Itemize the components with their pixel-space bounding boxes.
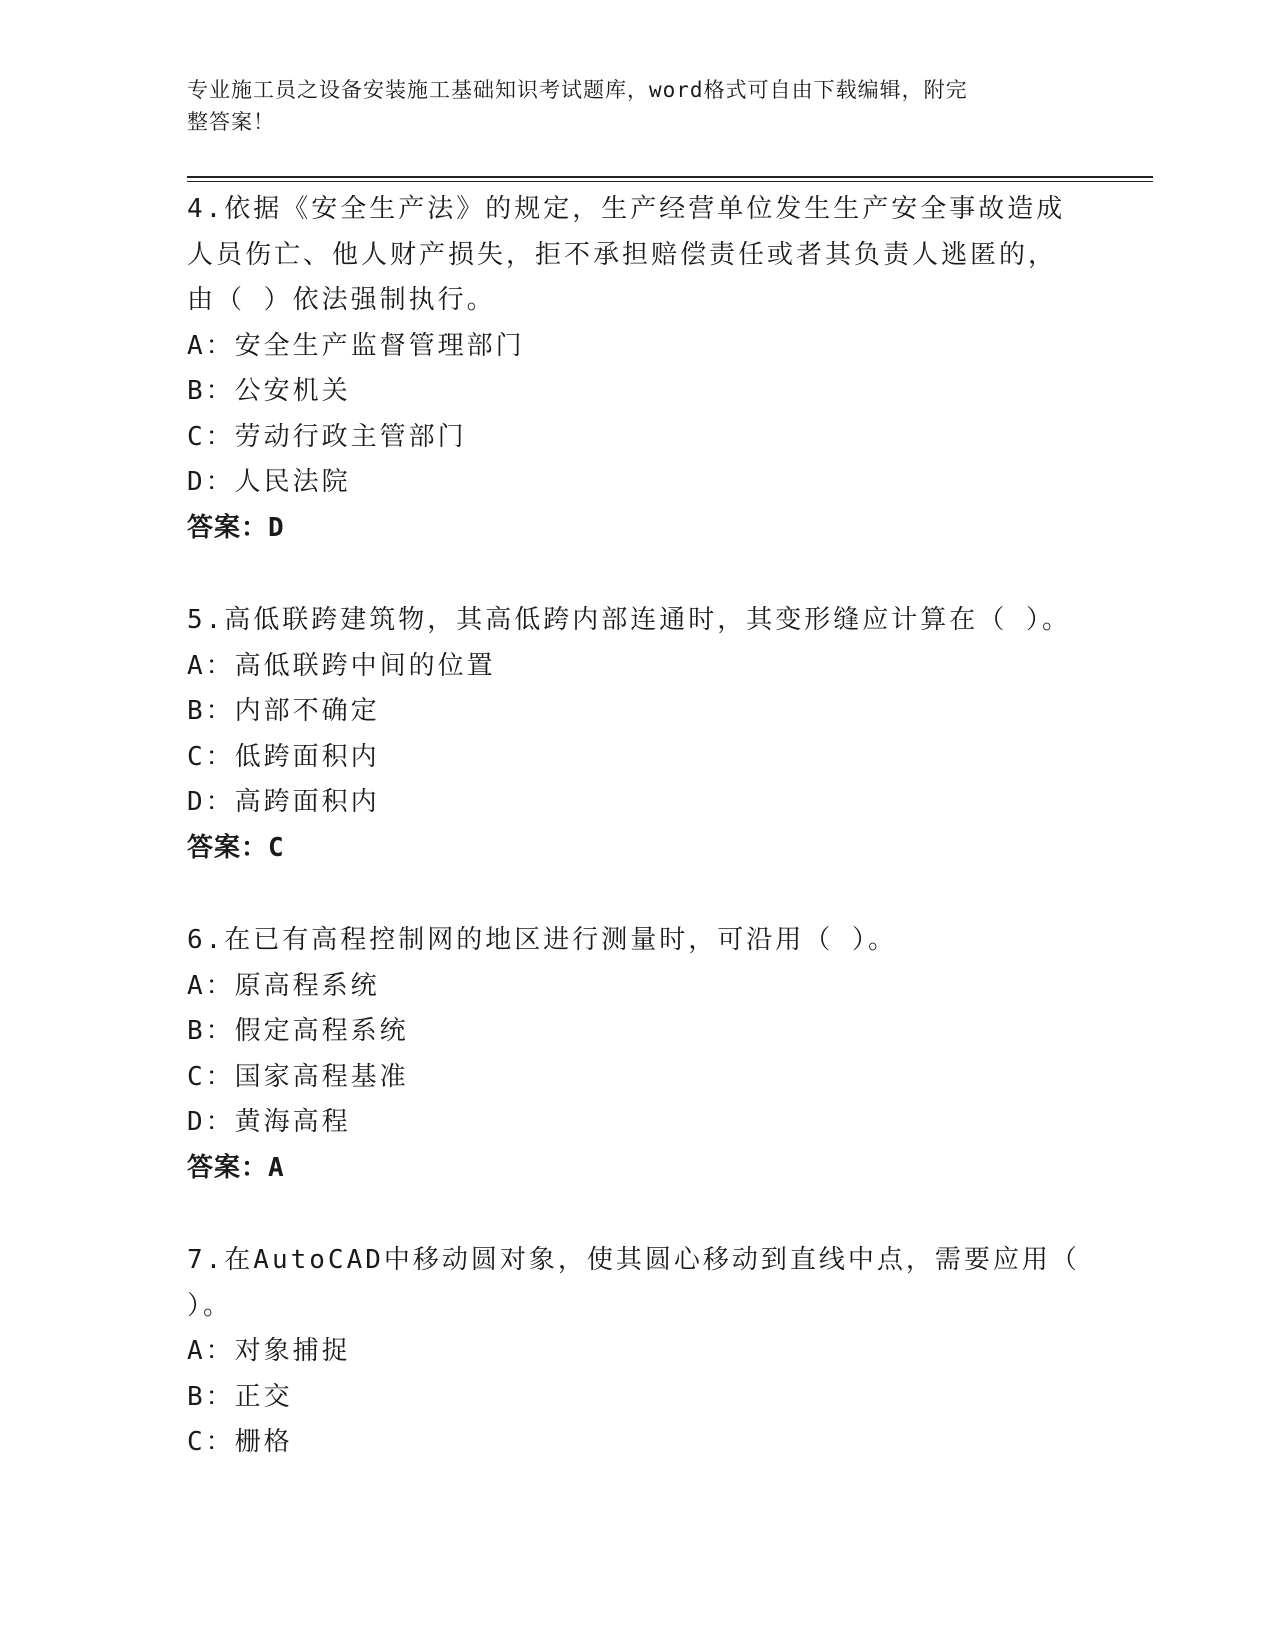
option-a: A：对象捕捉 xyxy=(187,1336,351,1366)
option-c: C：低跨面积内 xyxy=(187,741,380,772)
option-b: B：公安机关 xyxy=(187,376,351,406)
question-5 xyxy=(187,598,1071,871)
question-stem-line: 6.在已有高程控制网的地区进行测量时，可沿用（ ）。 xyxy=(187,925,897,955)
question-stem-line: 7.在AutoCAD中移动圆对象，使其圆心移动到直线中点，需要应用（ xyxy=(187,1245,1080,1275)
question-list xyxy=(187,187,1080,1466)
option-b: B：内部不确定 xyxy=(187,696,380,726)
question-stem-line: 5.高低联跨建筑物，其高低跨内部连通时，其变形缝应计算在（ ）。 xyxy=(187,605,1071,635)
question-4 xyxy=(187,187,1067,551)
option-b: B：正交 xyxy=(187,1381,293,1412)
header-divider-thin xyxy=(187,181,1153,182)
answer-label: 答案：C xyxy=(187,832,285,863)
option-d: D：人民法院 xyxy=(187,467,351,497)
header-line-2: 整答案！ xyxy=(187,110,275,134)
option-d: D：黄海高程 xyxy=(187,1107,351,1137)
header-line-1: 专业施工员之设备安装施工基础知识考试题库，word格式可自由下载编辑，附完 xyxy=(187,78,968,102)
answer-label: 答案：A xyxy=(187,1152,285,1183)
document-header xyxy=(187,74,1067,138)
option-a: A：原高程系统 xyxy=(187,970,380,1001)
question-6 xyxy=(187,918,1067,1191)
header-divider-thick xyxy=(187,176,1153,178)
question-stem-line: 人员伤亡、他人财产损失，拒不承担赔偿责任或者其负责人逃匿的， xyxy=(187,239,1058,270)
answer-label: 答案：D xyxy=(187,512,285,543)
option-c: C：国家高程基准 xyxy=(187,1061,409,1092)
option-c: C：栅格 xyxy=(187,1427,293,1457)
option-b: B：假定高程系统 xyxy=(187,1016,409,1046)
question-stem-line: ）。 xyxy=(187,1290,233,1321)
option-d: D：高跨面积内 xyxy=(187,787,380,817)
question-7 xyxy=(187,1238,1080,1466)
option-a: A：安全生产监督管理部门 xyxy=(187,330,525,361)
question-stem-line: 4.依据《安全生产法》的规定，生产经营单位发生生产安全事故造成 xyxy=(187,194,1066,224)
option-a: A：高低联跨中间的位置 xyxy=(187,650,496,681)
option-c: C：劳动行政主管部门 xyxy=(187,421,467,452)
question-stem-line: 由（ ）依法强制执行。 xyxy=(187,285,496,315)
